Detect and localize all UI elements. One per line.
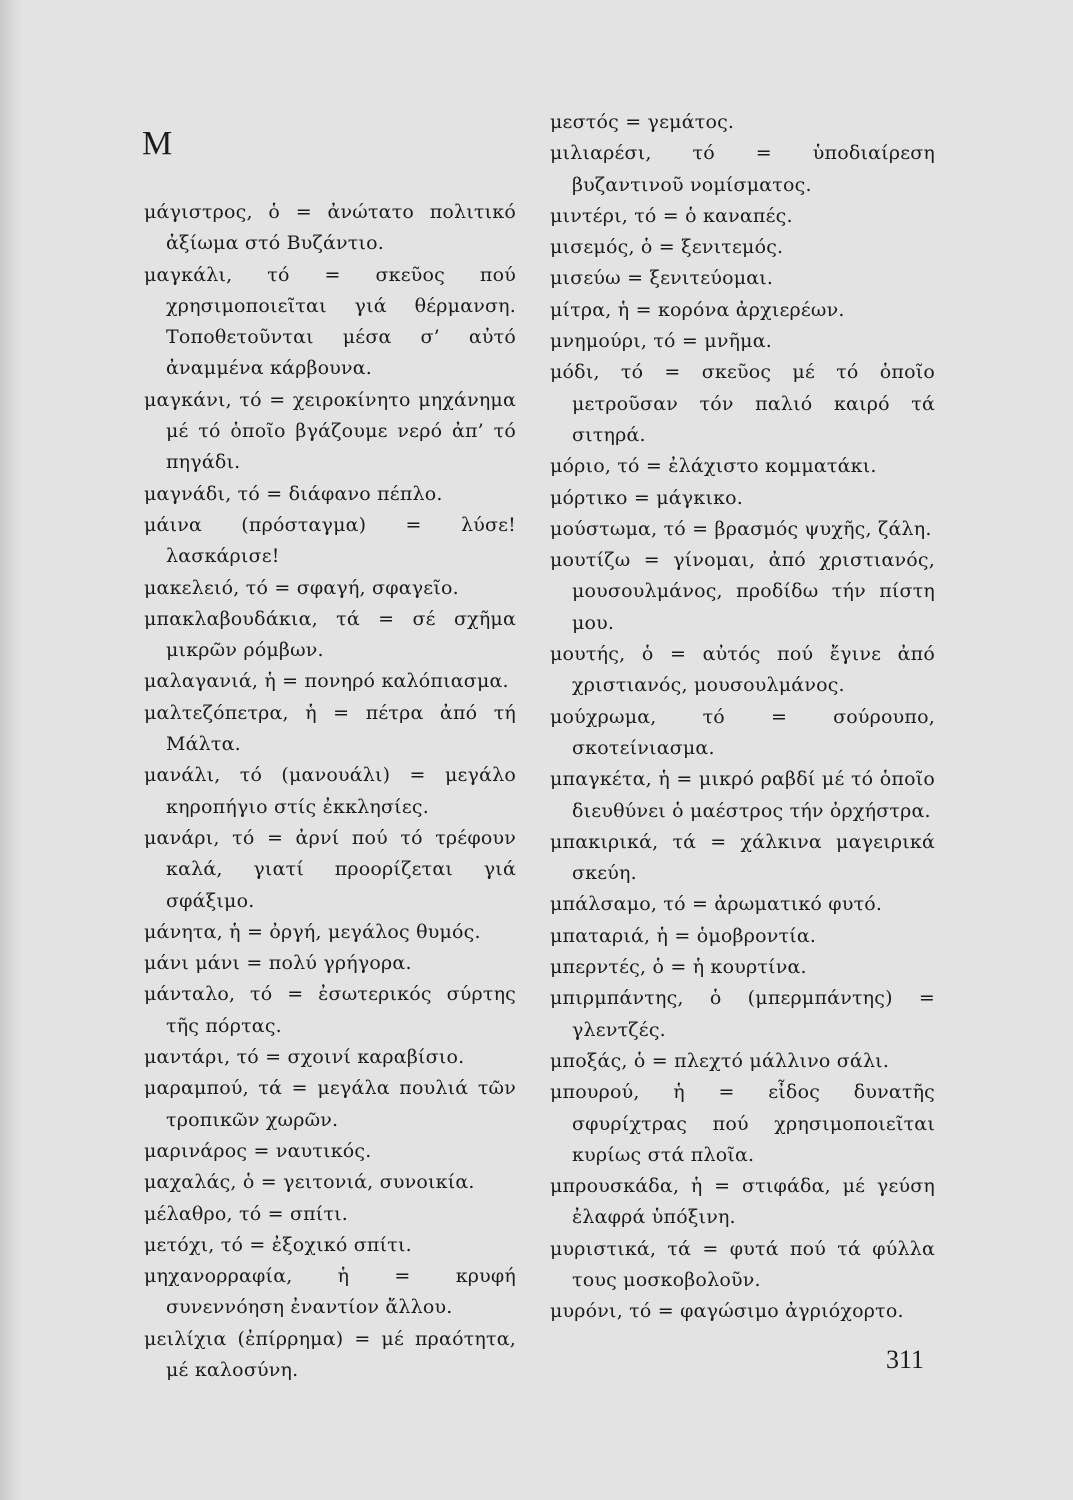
glossary-entry: μιντέρι, τό = ὁ καναπές. [550, 204, 793, 227]
glossary-entry: μαγκάνι, τό = χειροκίνητο μηχάνημα μέ τό ὁποῖο βγάζουμε νερό ἀπ’ τό πηγάδι. [144, 388, 516, 474]
glossary-entry: μανάλι, τό (μανουάλι) = μεγάλο κηροπήγιο στίς ἐκκλησίες. [144, 764, 516, 818]
glossary-entry: μίτρα, ἡ = κορόνα ἀρχιερέων. [550, 298, 845, 321]
glossary-entry: μούχρωμα, τό = σούρουπο, σκοτείνιασμα. [550, 705, 935, 759]
glossary-entry: μισεύω = ξενιτεύομαι. [550, 267, 774, 290]
glossary-entry: μάγιστρος, ὁ = ἀνώτατο πολιτικό ἀξίωμα στό Βυζάντιο. [144, 201, 516, 255]
glossary-entry: μπρουσκάδα, ἡ = στιφάδα, μέ γεύση ἐλαφρά ὑπόξινη. [550, 1175, 935, 1229]
right-column [550, 107, 935, 1328]
glossary-entry: μακελειό, τό = σφαγή, σφαγεῖο. [144, 576, 459, 599]
glossary-entry: μέλαθρο, τό = σπίτι. [144, 1202, 349, 1225]
glossary-entry: μπιρμπάντης, ὁ (μπερμπάντης) = γλεντζές. [550, 987, 935, 1041]
glossary-entry: μαντάρι, τό = σχοινί καραβίσιο. [144, 1046, 465, 1069]
glossary-entry: μπερντές, ὁ = ἡ κουρτίνα. [550, 956, 807, 979]
glossary-entry: μόδι, τό = σκεῦος μέ τό ὁποῖο μετροῦσαν τόν παλιό καιρό τά σιτηρά. [550, 361, 935, 446]
glossary-entry: μόρτικο = μάγκικο. [550, 486, 744, 509]
glossary-entry: μαλαγανιά, ἡ = πονηρό καλόπιασμα. [144, 670, 509, 693]
glossary-entry: μπακιρικά, τά = χάλκινα μαγειρικά σκεύη. [550, 830, 935, 885]
glossary-entry: μάνητα, ἡ = ὀργή, μεγάλος θυμός. [144, 920, 481, 943]
glossary-entry: μουτίζω = γίνομαι, ἀπό χριστιανός, μουσουλμάνος, προδίδω τήν πίστη μου. [550, 549, 935, 634]
page-binding-shadow [0, 0, 22, 1500]
glossary-entry: μαγκάλι, τό = σκεῦος πού χρησιμοποιεῖται γιά θέρμανση. Τοποθετοῦνται μέσα σ’ αὐτό ἀναμμένα κάρβουνα. [144, 263, 516, 380]
glossary-entry: μισεμός, ὁ = ξενιτεμός. [550, 236, 784, 259]
glossary-entry: μπάλσαμο, τό = ἀρωματικό φυτό. [550, 893, 883, 916]
glossary-entry: μπαγκέτα, ἡ = μικρό ραβδί μέ τό ὁποῖο διευθύνει ὁ μαέστρος τήν ὀρχήστρα. [550, 768, 935, 822]
page-number: 311 [886, 1345, 925, 1374]
glossary-entry: μνημούρι, τό = μνῆμα. [550, 330, 772, 353]
glossary-entry: μαχαλάς, ὁ = γειτονιά, συνοικία. [144, 1171, 475, 1194]
left-column [144, 197, 516, 1386]
glossary-entry: μιλιαρέσι, τό = ὑποδιαίρεση βυζαντινοῦ νομίσματος. [550, 142, 935, 196]
glossary-entry: μποξάς, ὁ = πλεχτό μάλλινο σάλι. [550, 1049, 890, 1072]
glossary-entry: μεστός = γεμάτος. [550, 111, 735, 133]
glossary-entry: μάινα (πρόσταγμα) = λύσε! λασκάρισε! [144, 513, 516, 568]
glossary-entry: μηχανορραφία, ἡ = κρυφή συνεννόηση ἐναντίον ἄλλου. [144, 1265, 516, 1319]
glossary-entry: μπουρού, ἡ = εἶδος δυνατῆς σφυρίχτρας πού χρησιμοποιεῖται κυρίως στά πλοῖα. [550, 1081, 935, 1166]
glossary-entry: μυρόνι, τό = φαγώσιμο ἀγριόχορτο. [550, 1300, 904, 1323]
glossary-entry: μαγνάδι, τό = διάφανο πέπλο. [144, 482, 443, 505]
glossary-entry: μαρινάρος = ναυτικός. [144, 1139, 372, 1162]
glossary-entry: μανάρι, τό = ἀρνί πού τό τρέφουν καλά, γιατί προορίζεται γιά σφάξιμο. [144, 826, 516, 912]
glossary-entry: μυριστικά, τά = φυτά πού τά φύλλα τους μοσκοβολοῦν. [550, 1237, 935, 1291]
glossary-entry: μάνι μάνι = πολύ γρήγορα. [144, 952, 412, 975]
glossary-entry: μαραμπού, τά = μεγάλα πουλιά τῶν τροπικῶν χωρῶν. [144, 1077, 516, 1131]
glossary-entry: μετόχι, τό = ἐξοχικό σπίτι. [144, 1233, 412, 1256]
glossary-entry: μπαταριά, ἡ = ὁμοβροντία. [550, 924, 817, 947]
glossary-entry: μειλίχια (ἐπίρρημα) = μέ πραότητα, μέ καλοσύνη. [144, 1327, 516, 1381]
glossary-entry: μουτής, ὁ = αὐτός πού ἔγινε ἀπό χριστιανός, μουσουλμάνος. [550, 643, 935, 697]
glossary-entry: μπακλαβουδάκια, τά = σέ σχῆμα μικρῶν ρόμβων. [144, 607, 516, 662]
glossary-entry: μάνταλο, τό = ἐσωτερικός σύρτης τῆς πόρτας. [144, 983, 516, 1037]
glossary-entry: μούστωμα, τό = βρασμός ψυχῆς, ζάλη. [550, 517, 932, 540]
glossary-entry: μόριο, τό = ἐλάχιστο κομματάκι. [550, 455, 877, 478]
glossary-entry: μαλτεζόπετρα, ἡ = πέτρα ἀπό τή Μάλτα. [144, 701, 516, 756]
section-letter: Μ [142, 125, 173, 162]
